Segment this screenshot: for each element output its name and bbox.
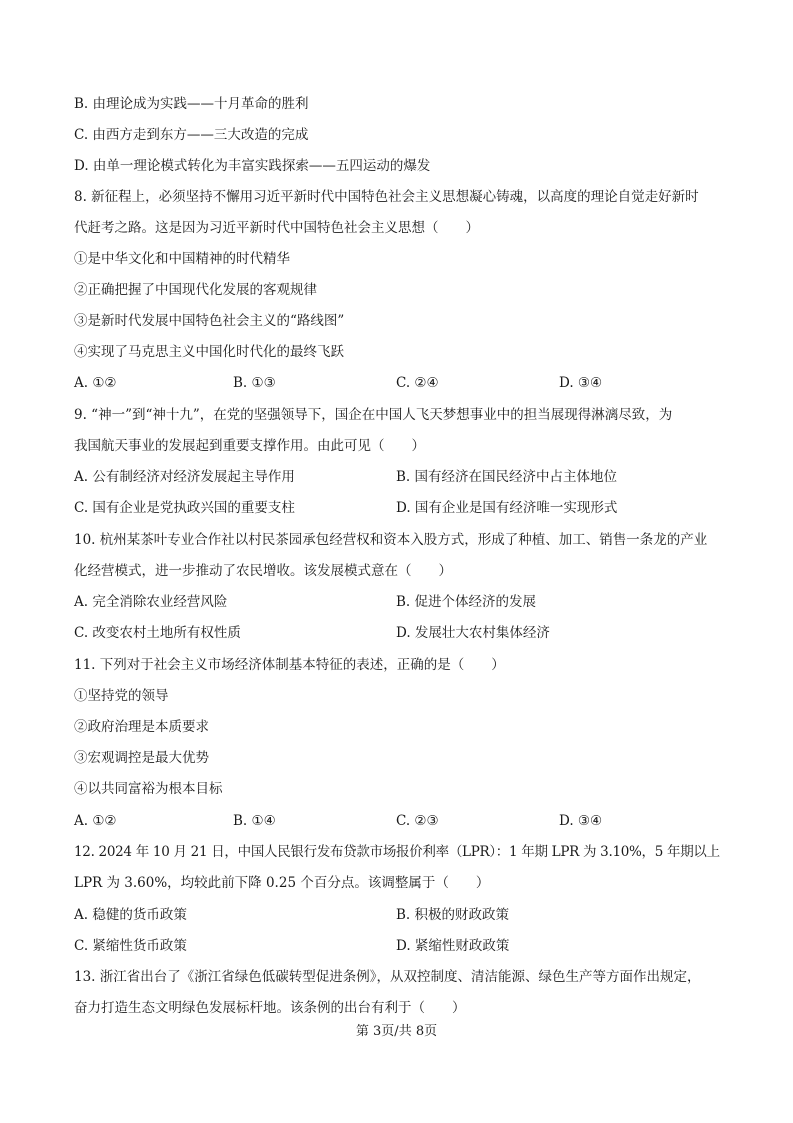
q11-option-b: B. ①④ bbox=[233, 813, 276, 829]
page-number-footer: 第 3页/共 8页 bbox=[355, 1024, 438, 1039]
q11-stem-line1: 11. 下列对于社会主义市场经济体制基本特征的表述，正确的是（ ） bbox=[74, 657, 505, 673]
q8-item-4: ④实现了马克思主义中国化时代化的最终飞跃 bbox=[74, 344, 344, 360]
q8-option-c: C. ②④ bbox=[396, 375, 439, 391]
q10-stem-line1: 10. 杭州某茶叶专业合作社以村民茶园承包经营权和资本入股方式，形成了种植、加工、销售一条龙的产业 bbox=[74, 532, 708, 548]
q7-option-b: B. 由理论成为实践——十月革命的胜利 bbox=[74, 96, 309, 112]
q8-item-1: ①是中华文化和中国精神的时代精华 bbox=[74, 251, 290, 267]
q9-option-b: B. 国有经济在国民经济中占主体地位 bbox=[396, 469, 618, 485]
q9-option-a: A. 公有制经济对经济发展起主导作用 bbox=[74, 469, 295, 485]
q12-stem-line2: LPR 为 3.60%，均较此前下降 0.25 个百分点。该调整属于（ ） bbox=[74, 875, 490, 891]
q8-option-b: B. ①③ bbox=[233, 375, 276, 391]
q9-option-d: D. 国有企业是国有经济唯一实现形式 bbox=[396, 500, 618, 516]
q13-stem-line2: 奋力打造生态文明绿色发展标杆地。该条例的出台有利于（ ） bbox=[74, 1000, 466, 1016]
q11-item-4: ④以共同富裕为根本目标 bbox=[74, 781, 223, 797]
q10-option-a: A. 完全消除农业经营风险 bbox=[74, 594, 228, 610]
q13-stem-line1: 13. 浙江省出台了《浙江省绿色低碳转型促进条例》，从双控制度、清洁能源、绿色生产等方面作出规定， bbox=[74, 969, 701, 985]
q12-option-d: D. 紧缩性财政政策 bbox=[396, 938, 510, 954]
q8-stem-line1: 8. 新征程上，必须坚持不懈用习近平新时代中国特色社会主义思想凝心铸魂，以高度的理论自觉走好新时 bbox=[74, 189, 699, 205]
q10-stem-line2: 化经营模式，进一步推动了农民增收。该发展模式意在（ ） bbox=[74, 563, 452, 579]
q11-option-d: D. ③④ bbox=[559, 813, 603, 829]
q11-option-c: C. ②③ bbox=[396, 813, 439, 829]
q8-option-a: A. ①② bbox=[74, 375, 117, 391]
q12-option-c: C. 紧缩性货币政策 bbox=[74, 938, 187, 954]
q9-stem-line2: 我国航天事业的发展起到重要支撑作用。由此可见（ ） bbox=[74, 438, 425, 454]
q9-stem-line1: 9. “神一”到“神十九”，在党的坚强领导下，国企在中国人飞天梦想事业中的担当展现得淋漓尽致，为 bbox=[74, 407, 673, 423]
q12-option-b: B. 积极的财政政策 bbox=[396, 907, 510, 923]
q10-option-c: C. 改变农村土地所有权性质 bbox=[74, 625, 241, 641]
q12-option-a: A. 稳健的货币政策 bbox=[74, 907, 187, 923]
q8-item-3: ③是新时代发展中国特色社会主义的“路线图” bbox=[74, 313, 345, 329]
q10-option-d: D. 发展壮大农村集体经济 bbox=[396, 625, 550, 641]
q8-item-2: ②正确把握了中国现代化发展的客观规律 bbox=[74, 282, 317, 298]
q7-option-c: C. 由西方走到东方——三大改造的完成 bbox=[74, 127, 309, 143]
q8-stem-line2: 代赶考之路。这是因为习近平新时代中国特色社会主义思想（ ） bbox=[74, 220, 479, 236]
q11-option-a: A. ①② bbox=[74, 813, 117, 829]
q9-option-c: C. 国有企业是党执政兴国的重要支柱 bbox=[74, 500, 295, 516]
q8-option-d: D. ③④ bbox=[559, 375, 603, 391]
q12-stem-line1: 12. 2024 年 10 月 21 日，中国人民银行发布贷款市场报价利率（LPR）：1 年期 LPR 为 3.10%，5 年期以上 bbox=[74, 844, 720, 860]
q7-option-d: D. 由单一理论模式转化为丰富实践探索——五四运动的爆发 bbox=[74, 158, 431, 174]
q11-item-3: ③宏观调控是最大优势 bbox=[74, 750, 209, 766]
q11-item-1: ①坚持党的领导 bbox=[74, 688, 169, 704]
q10-option-b: B. 促进个体经济的发展 bbox=[396, 594, 537, 610]
q11-item-2: ②政府治理是本质要求 bbox=[74, 719, 209, 735]
